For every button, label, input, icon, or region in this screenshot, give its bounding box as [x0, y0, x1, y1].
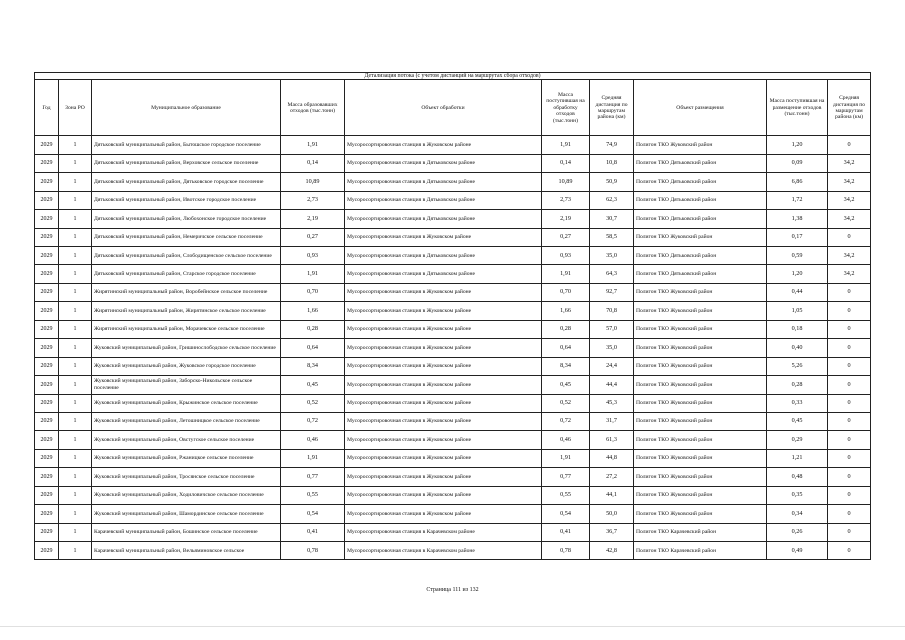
cell-zone: 1: [59, 228, 92, 246]
cell-year: 2029: [35, 449, 59, 467]
cell-processing-object: Мусоросортировочная станция в Дятьковском районе: [345, 191, 542, 209]
cell-year: 2029: [35, 265, 59, 283]
cell-year: 2029: [35, 136, 59, 154]
cell-processing-object: Мусоросортировочная станция в Жуковском районе: [345, 394, 542, 412]
cell-mass-to-placement: 1,05: [767, 302, 828, 320]
cell-mass-generated: 10,89: [281, 173, 345, 191]
cell-zone: 1: [59, 136, 92, 154]
cell-mass-generated: 2,19: [281, 210, 345, 228]
cell-processing-object: Мусоросортировочная станция в Дятьковском районе: [345, 173, 542, 191]
cell-mass-to-processing: 0,52: [542, 394, 590, 412]
cell-placement-object: Полигон ТКО Жуковский район: [634, 283, 767, 301]
cell-year: 2029: [35, 412, 59, 430]
cell-processing-object: Мусоросортировочная станция в Жуковском районе: [345, 505, 542, 523]
cell-mass-to-processing: 0,55: [542, 486, 590, 504]
cell-placement-object: Полигон ТКО Дятьковский район: [634, 210, 767, 228]
cell-municipality: Жуковский муниципальный район, Заборско-Никольское сельское поселение: [92, 376, 281, 394]
cell-mass-to-placement: 0,29: [767, 431, 828, 449]
header-avg-distance-processing: Средняя дистанция по маршрутам района (км): [590, 80, 634, 136]
cell-municipality: Жуковский муниципальный район, Ржаницкое сельское поселение: [92, 449, 281, 467]
cell-processing-object: Мусоросортировочная станция в Жуковском районе: [345, 486, 542, 504]
cell-distance-processing: 64,3: [590, 265, 634, 283]
cell-distance-placement: 34,2: [828, 210, 871, 228]
cell-placement-object: Полигон ТКО Жуковский район: [634, 486, 767, 504]
cell-year: 2029: [35, 468, 59, 486]
cell-year: 2029: [35, 247, 59, 265]
table-row: [35, 265, 871, 283]
cell-processing-object: Мусоросортировочная станция в Карачевском районе: [345, 523, 542, 541]
table-row: [35, 173, 871, 191]
cell-mass-to-processing: 2,19: [542, 210, 590, 228]
cell-zone: 1: [59, 486, 92, 504]
cell-mass-to-processing: 0,72: [542, 412, 590, 430]
cell-distance-processing: 74,9: [590, 136, 634, 154]
cell-distance-processing: 44,8: [590, 449, 634, 467]
cell-mass-generated: 0,28: [281, 320, 345, 338]
cell-mass-to-processing: 0,46: [542, 431, 590, 449]
table-body: [35, 136, 871, 560]
table-row: [35, 523, 871, 541]
cell-distance-processing: 31,7: [590, 412, 634, 430]
table-row: [35, 357, 871, 375]
table-row: [35, 376, 871, 394]
cell-municipality: Дятьковский муниципальный район, Слободищенское сельское поселение: [92, 247, 281, 265]
table-row: [35, 136, 871, 154]
cell-mass-to-processing: 0,28: [542, 320, 590, 338]
table-row: [35, 449, 871, 467]
cell-distance-placement: 0: [828, 394, 871, 412]
cell-year: 2029: [35, 357, 59, 375]
cell-zone: 1: [59, 505, 92, 523]
cell-year: 2029: [35, 486, 59, 504]
cell-mass-to-processing: 10,89: [542, 173, 590, 191]
cell-mass-generated: 1,66: [281, 302, 345, 320]
cell-mass-to-placement: 0,35: [767, 486, 828, 504]
cell-placement-object: Полигон ТКО Жуковский район: [634, 412, 767, 430]
cell-municipality: Дятьковский муниципальный район, Немеричское сельское поселение: [92, 228, 281, 246]
cell-zone: 1: [59, 394, 92, 412]
cell-municipality: Дятьковский муниципальный район, Верховское сельское поселение: [92, 154, 281, 172]
cell-zone: 1: [59, 523, 92, 541]
cell-year: 2029: [35, 173, 59, 191]
table-row: [35, 320, 871, 338]
cell-year: 2029: [35, 339, 59, 357]
cell-year: 2029: [35, 523, 59, 541]
cell-mass-generated: 0,78: [281, 542, 345, 560]
cell-placement-object: Полигон ТКО Дятьковский район: [634, 191, 767, 209]
cell-zone: 1: [59, 265, 92, 283]
cell-mass-to-placement: 0,28: [767, 376, 828, 394]
cell-zone: 1: [59, 431, 92, 449]
cell-distance-placement: 0: [828, 283, 871, 301]
cell-municipality: Дятьковский муниципальный район, Старское городское поселение: [92, 265, 281, 283]
cell-zone: 1: [59, 468, 92, 486]
cell-distance-placement: 0: [828, 486, 871, 504]
cell-distance-processing: 45,3: [590, 394, 634, 412]
cell-year: 2029: [35, 394, 59, 412]
cell-year: 2029: [35, 154, 59, 172]
cell-municipality: Жирятинский муниципальный район, Морачевское сельское поселение: [92, 320, 281, 338]
table-row: [35, 339, 871, 357]
cell-processing-object: Мусоросортировочная станция в Жуковском районе: [345, 376, 542, 394]
cell-municipality: Карачевский муниципальный район, Вельяминовское сельское: [92, 542, 281, 560]
cell-processing-object: Мусоросортировочная станция в Карачевском районе: [345, 542, 542, 560]
cell-distance-placement: 34,2: [828, 191, 871, 209]
table-row: [35, 283, 871, 301]
cell-municipality: Дятьковский муниципальный район, Любохонское городское поселение: [92, 210, 281, 228]
cell-mass-to-processing: 2,73: [542, 191, 590, 209]
cell-distance-placement: 0: [828, 357, 871, 375]
cell-year: 2029: [35, 302, 59, 320]
cell-distance-placement: 34,2: [828, 247, 871, 265]
cell-mass-to-placement: 0,48: [767, 468, 828, 486]
cell-distance-placement: 0: [828, 320, 871, 338]
table-row: [35, 431, 871, 449]
cell-distance-processing: 50,9: [590, 173, 634, 191]
cell-distance-placement: 0: [828, 542, 871, 560]
cell-mass-to-placement: 0,34: [767, 505, 828, 523]
cell-mass-to-processing: 0,45: [542, 376, 590, 394]
cell-mass-to-placement: 0,26: [767, 523, 828, 541]
header-processing-object: Объект обработки: [345, 80, 542, 136]
waste-flow-table: [34, 72, 871, 560]
cell-year: 2029: [35, 228, 59, 246]
header-avg-distance-placement: Средняя дистанция по маршрутам района (км): [828, 80, 871, 136]
cell-municipality: Жуковский муниципальный район, Гришинослободское сельское поселение: [92, 339, 281, 357]
table-row: [35, 228, 871, 246]
cell-mass-to-processing: 1,91: [542, 265, 590, 283]
page-number: Страница 111 из 132: [426, 587, 479, 593]
cell-mass-generated: 1,91: [281, 449, 345, 467]
cell-processing-object: Мусоросортировочная станция в Дятьковском районе: [345, 265, 542, 283]
cell-placement-object: Полигон ТКО Жуковский район: [634, 468, 767, 486]
cell-placement-object: Полигон ТКО Жуковский район: [634, 357, 767, 375]
cell-distance-processing: 30,7: [590, 210, 634, 228]
cell-mass-to-processing: 1,66: [542, 302, 590, 320]
cell-mass-to-placement: 1,20: [767, 265, 828, 283]
cell-mass-generated: 8,34: [281, 357, 345, 375]
cell-mass-to-placement: 0,17: [767, 228, 828, 246]
cell-mass-to-placement: 1,38: [767, 210, 828, 228]
cell-municipality: Жуковский муниципальный район, Крыжинское сельское поселение: [92, 394, 281, 412]
table-row: [35, 505, 871, 523]
cell-year: 2029: [35, 505, 59, 523]
cell-municipality: Жуковский муниципальный район, Овстугское сельское поселение: [92, 431, 281, 449]
cell-zone: 1: [59, 247, 92, 265]
cell-mass-to-processing: 1,91: [542, 449, 590, 467]
cell-placement-object: Полигон ТКО Жуковский район: [634, 320, 767, 338]
cell-zone: 1: [59, 357, 92, 375]
cell-municipality: Жирятинский муниципальный район, Жирятинское сельское поселение: [92, 302, 281, 320]
table-row: [35, 302, 871, 320]
cell-mass-to-placement: 0,18: [767, 320, 828, 338]
cell-municipality: Дятьковский муниципальный район, Бытошское городское поселение: [92, 136, 281, 154]
cell-mass-generated: 0,45: [281, 376, 345, 394]
cell-mass-to-processing: 1,91: [542, 136, 590, 154]
cell-placement-object: Полигон ТКО Карачевский район: [634, 542, 767, 560]
cell-mass-generated: 1,91: [281, 265, 345, 283]
cell-distance-processing: 57,0: [590, 320, 634, 338]
cell-zone: 1: [59, 283, 92, 301]
cell-distance-placement: 0: [828, 136, 871, 154]
cell-municipality: Жирятинский муниципальный район, Воробейнское сельское поселение: [92, 283, 281, 301]
cell-placement-object: Полигон ТКО Жуковский район: [634, 449, 767, 467]
cell-processing-object: Мусоросортировочная станция в Жуковском районе: [345, 412, 542, 430]
cell-mass-generated: 0,72: [281, 412, 345, 430]
cell-distance-processing: 62,3: [590, 191, 634, 209]
header-year: Год: [35, 80, 59, 136]
cell-mass-generated: 1,91: [281, 136, 345, 154]
cell-zone: 1: [59, 191, 92, 209]
cell-mass-generated: 0,54: [281, 505, 345, 523]
cell-zone: 1: [59, 412, 92, 430]
header-zone: Зона РО: [59, 80, 92, 136]
cell-placement-object: Полигон ТКО Жуковский район: [634, 136, 767, 154]
cell-zone: 1: [59, 542, 92, 560]
cell-processing-object: Мусоросортировочная станция в Дятьковском районе: [345, 247, 542, 265]
cell-mass-generated: 0,46: [281, 431, 345, 449]
cell-year: 2029: [35, 283, 59, 301]
cell-mass-to-placement: 0,45: [767, 412, 828, 430]
cell-processing-object: Мусоросортировочная станция в Жуковском районе: [345, 228, 542, 246]
cell-placement-object: Полигон ТКО Дятьковский район: [634, 154, 767, 172]
cell-distance-placement: 0: [828, 431, 871, 449]
cell-placement-object: Полигон ТКО Жуковский район: [634, 302, 767, 320]
table-row: [35, 412, 871, 430]
cell-municipality: Жуковский муниципальный район, Летошницкое сельское поселение: [92, 412, 281, 430]
cell-placement-object: Полигон ТКО Жуковский район: [634, 394, 767, 412]
cell-year: 2029: [35, 191, 59, 209]
header-mass-generated: Масса образовавших отходов (тыс.тонн): [281, 80, 345, 136]
cell-distance-placement: 0: [828, 523, 871, 541]
cell-processing-object: Мусоросортировочная станция в Жуковском районе: [345, 136, 542, 154]
cell-distance-placement: 0: [828, 412, 871, 430]
cell-processing-object: Мусоросортировочная станция в Дятьковском районе: [345, 210, 542, 228]
cell-mass-generated: 0,55: [281, 486, 345, 504]
cell-zone: 1: [59, 449, 92, 467]
cell-mass-to-processing: 0,54: [542, 505, 590, 523]
cell-mass-to-processing: 0,78: [542, 542, 590, 560]
cell-mass-to-processing: 0,64: [542, 339, 590, 357]
cell-distance-processing: 44,1: [590, 486, 634, 504]
cell-mass-to-placement: 0,33: [767, 394, 828, 412]
cell-placement-object: Полигон ТКО Жуковский район: [634, 431, 767, 449]
cell-mass-to-processing: 0,70: [542, 283, 590, 301]
cell-placement-object: Полигон ТКО Карачевский район: [634, 523, 767, 541]
header-mass-to-placement: Масса поступившая на размещение отходов (тыс.тонн): [767, 80, 828, 136]
table-row: [35, 394, 871, 412]
cell-distance-processing: 61,3: [590, 431, 634, 449]
table-row: [35, 210, 871, 228]
cell-distance-processing: 44,4: [590, 376, 634, 394]
table-caption: Детализация потока (с учетом дистанций на маршрутах сбора отходов): [35, 73, 871, 80]
cell-year: 2029: [35, 542, 59, 560]
cell-mass-to-placement: 1,21: [767, 449, 828, 467]
scan-artifact-line: [0, 626, 905, 627]
cell-year: 2029: [35, 431, 59, 449]
cell-mass-generated: 0,93: [281, 247, 345, 265]
cell-mass-to-placement: 6,86: [767, 173, 828, 191]
cell-municipality: Жуковский муниципальный район, Тросянское сельское поселение: [92, 468, 281, 486]
cell-processing-object: Мусоросортировочная станция в Жуковском районе: [345, 320, 542, 338]
cell-year: 2029: [35, 376, 59, 394]
table-row: [35, 468, 871, 486]
cell-mass-to-placement: 0,49: [767, 542, 828, 560]
cell-distance-placement: 34,2: [828, 265, 871, 283]
cell-distance-processing: 35,0: [590, 339, 634, 357]
cell-municipality: Дятьковский муниципальный район, Ивотское городское поселение: [92, 191, 281, 209]
cell-mass-to-placement: 0,44: [767, 283, 828, 301]
cell-distance-placement: 0: [828, 376, 871, 394]
cell-distance-processing: 35,0: [590, 247, 634, 265]
cell-zone: 1: [59, 302, 92, 320]
cell-distance-placement: 0: [828, 449, 871, 467]
cell-placement-object: Полигон ТКО Жуковский район: [634, 228, 767, 246]
cell-mass-to-placement: 0,59: [767, 247, 828, 265]
cell-distance-processing: 70,8: [590, 302, 634, 320]
cell-processing-object: Мусоросортировочная станция в Жуковском районе: [345, 449, 542, 467]
header-municipality: Муниципальное образование: [92, 80, 281, 136]
cell-mass-to-placement: 0,40: [767, 339, 828, 357]
cell-mass-to-placement: 5,26: [767, 357, 828, 375]
cell-zone: 1: [59, 210, 92, 228]
cell-year: 2029: [35, 210, 59, 228]
cell-mass-generated: 0,64: [281, 339, 345, 357]
cell-zone: 1: [59, 320, 92, 338]
cell-mass-generated: 0,70: [281, 283, 345, 301]
header-placement-object: Объект размещения: [634, 80, 767, 136]
table-row: [35, 486, 871, 504]
cell-placement-object: Полигон ТКО Жуковский район: [634, 505, 767, 523]
cell-distance-placement: 0: [828, 505, 871, 523]
cell-municipality: Карачевский муниципальный район, Бошинское сельское поселение: [92, 523, 281, 541]
cell-processing-object: Мусоросортировочная станция в Жуковском районе: [345, 302, 542, 320]
cell-placement-object: Полигон ТКО Жуковский район: [634, 376, 767, 394]
cell-municipality: Дятьковский муниципальный район, Дятьковское городское поселение: [92, 173, 281, 191]
cell-mass-generated: 0,27: [281, 228, 345, 246]
cell-placement-object: Полигон ТКО Дятьковский район: [634, 265, 767, 283]
cell-distance-processing: 24,4: [590, 357, 634, 375]
cell-distance-placement: 0: [828, 468, 871, 486]
cell-mass-to-processing: 0,27: [542, 228, 590, 246]
table-row: [35, 154, 871, 172]
table-row: [35, 247, 871, 265]
cell-distance-placement: 34,2: [828, 154, 871, 172]
table-row: [35, 191, 871, 209]
cell-processing-object: Мусоросортировочная станция в Жуковском районе: [345, 468, 542, 486]
cell-distance-processing: 92,7: [590, 283, 634, 301]
cell-year: 2029: [35, 320, 59, 338]
cell-zone: 1: [59, 154, 92, 172]
cell-distance-processing: 58,5: [590, 228, 634, 246]
cell-distance-processing: 27,2: [590, 468, 634, 486]
cell-mass-generated: 0,77: [281, 468, 345, 486]
cell-placement-object: Полигон ТКО Дятьковский район: [634, 247, 767, 265]
cell-municipality: Жуковский муниципальный район, Жуковское городское поселение: [92, 357, 281, 375]
cell-distance-placement: 0: [828, 339, 871, 357]
header-mass-to-processing: Масса поступившая на обработку отходов (тыс.тонн): [542, 80, 590, 136]
cell-municipality: Жуковский муниципальный район, Ходиловичское сельское поселение: [92, 486, 281, 504]
cell-processing-object: Мусоросортировочная станция в Жуковском районе: [345, 357, 542, 375]
cell-zone: 1: [59, 173, 92, 191]
cell-distance-processing: 50,0: [590, 505, 634, 523]
cell-mass-to-processing: 0,41: [542, 523, 590, 541]
cell-processing-object: Мусоросортировочная станция в Жуковском районе: [345, 339, 542, 357]
cell-placement-object: Полигон ТКО Дятьковский район: [634, 173, 767, 191]
cell-distance-placement: 0: [828, 302, 871, 320]
table-row: [35, 542, 871, 560]
cell-mass-generated: 2,73: [281, 191, 345, 209]
cell-processing-object: Мусоросортировочная станция в Жуковском районе: [345, 431, 542, 449]
cell-zone: 1: [59, 339, 92, 357]
cell-distance-processing: 42,8: [590, 542, 634, 560]
cell-mass-to-placement: 1,20: [767, 136, 828, 154]
cell-mass-to-processing: 0,14: [542, 154, 590, 172]
cell-mass-generated: 0,52: [281, 394, 345, 412]
cell-mass-to-processing: 8,34: [542, 357, 590, 375]
cell-municipality: Жуковский муниципальный район, Шамординское сельское поселение: [92, 505, 281, 523]
cell-mass-generated: 0,14: [281, 154, 345, 172]
cell-processing-object: Мусоросортировочная станция в Жуковском районе: [345, 283, 542, 301]
cell-mass-to-processing: 0,77: [542, 468, 590, 486]
cell-distance-processing: 10,8: [590, 154, 634, 172]
cell-mass-to-placement: 0,09: [767, 154, 828, 172]
cell-processing-object: Мусоросортировочная станция в Дятьковском районе: [345, 154, 542, 172]
cell-distance-processing: 36,7: [590, 523, 634, 541]
cell-distance-placement: 0: [828, 228, 871, 246]
cell-mass-generated: 0,41: [281, 523, 345, 541]
cell-mass-to-processing: 0,93: [542, 247, 590, 265]
cell-placement-object: Полигон ТКО Жуковский район: [634, 339, 767, 357]
cell-distance-placement: 34,2: [828, 173, 871, 191]
cell-zone: 1: [59, 376, 92, 394]
cell-mass-to-placement: 1,72: [767, 191, 828, 209]
